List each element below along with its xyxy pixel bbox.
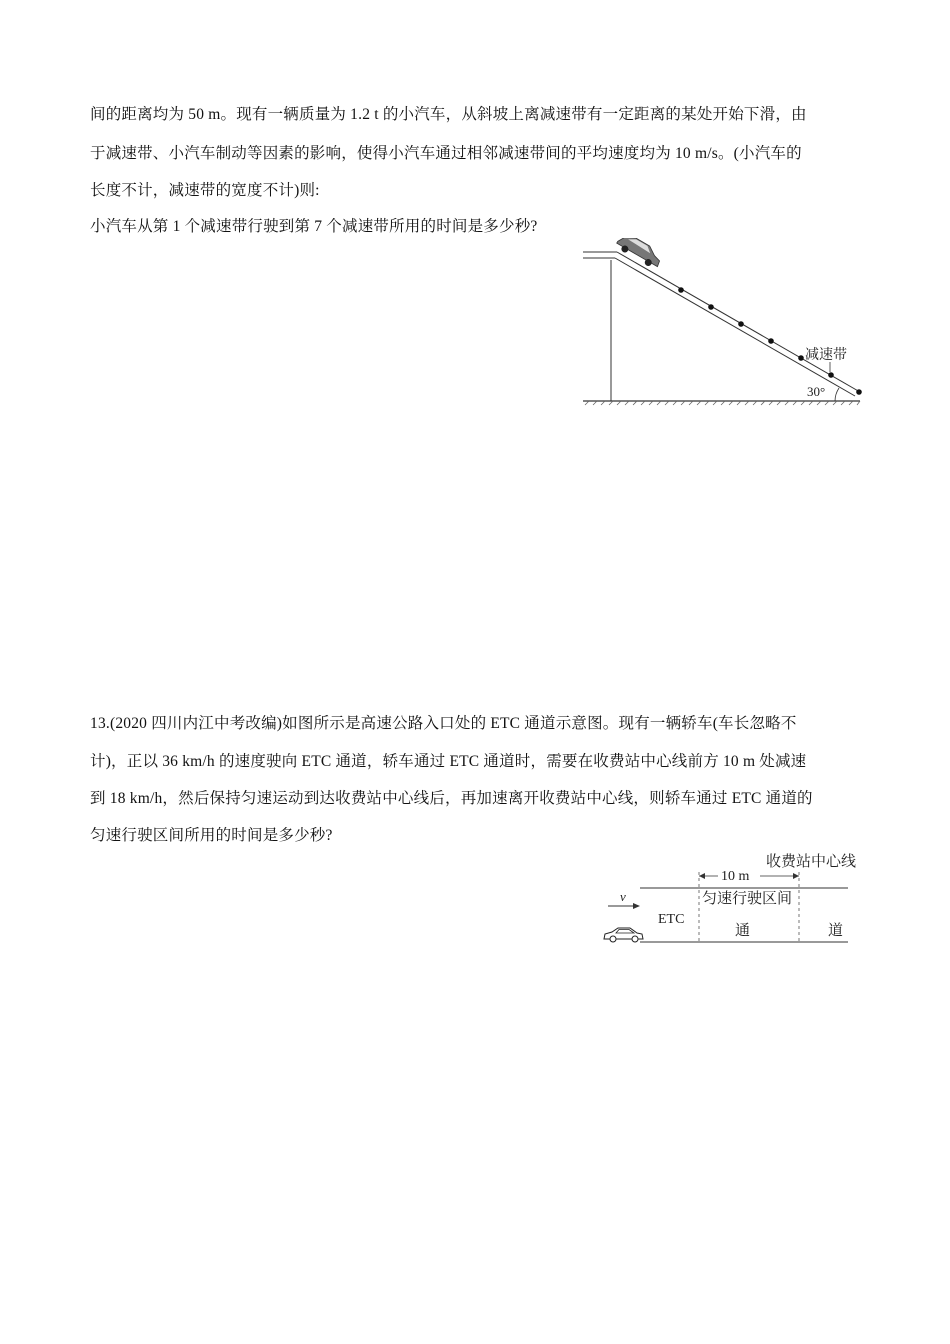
problem12-question: 小汽车从第 1 个减速带行驶到第 7 个减速带所用的时间是多少秒? [90, 218, 538, 235]
car-icon [604, 928, 643, 942]
car-icon [614, 238, 664, 271]
etc-label: ETC [658, 912, 685, 927]
problem13-line-1: 13.(2020 四川内江中考改编)如图所示是高速公路入口处的 ETC 通道示意图。现有一辆轿车(车长忽略不 [90, 715, 797, 732]
angle-arc [835, 388, 839, 401]
ground [583, 401, 860, 405]
problem13-line-3: 到 18 km/h，然后保持匀速运动到达收费站中心线后，再加速离开收费站中心线，则轿车通过 ETC 通道的 [90, 790, 813, 807]
problem13-line-4: 匀速行驶区间所用的时间是多少秒? [90, 827, 333, 844]
slope-figure [575, 238, 870, 410]
etc-figure [600, 848, 865, 950]
slope [617, 252, 860, 392]
lane-char-1: 通 [735, 923, 751, 939]
center-line-label: 收费站中心线 [766, 854, 857, 870]
speed-bump-label: 减速带 [805, 348, 847, 363]
problem13-line-2: 计)，正以 36 km/h 的速度驶向 ETC 通道，轿车通过 ETC 通道时，需要在收费站中心线前方 10 m 处减速 [90, 753, 807, 770]
distance-label: 10 m [721, 869, 750, 884]
uniform-zone-label: 匀速行驶区间 [702, 891, 793, 907]
angle-label: 30° [807, 384, 826, 399]
problem12-line-2: 于减速带、小汽车制动等因素的影响，使得小汽车通过相邻减速带间的平均速度均为 10 m/s。(小汽车的 [90, 145, 802, 162]
velocity-label: v [620, 889, 626, 904]
lane-char-2: 道 [828, 923, 844, 939]
problem12-line-1: 间的距离均为 50 m。现有一辆质量为 1.2 t 的小汽车，从斜坡上离减速带有一定距离的某处开始下滑，由 [90, 106, 807, 123]
problem12-line-3: 长度不计，减速带的宽度不计)则: [90, 182, 320, 199]
